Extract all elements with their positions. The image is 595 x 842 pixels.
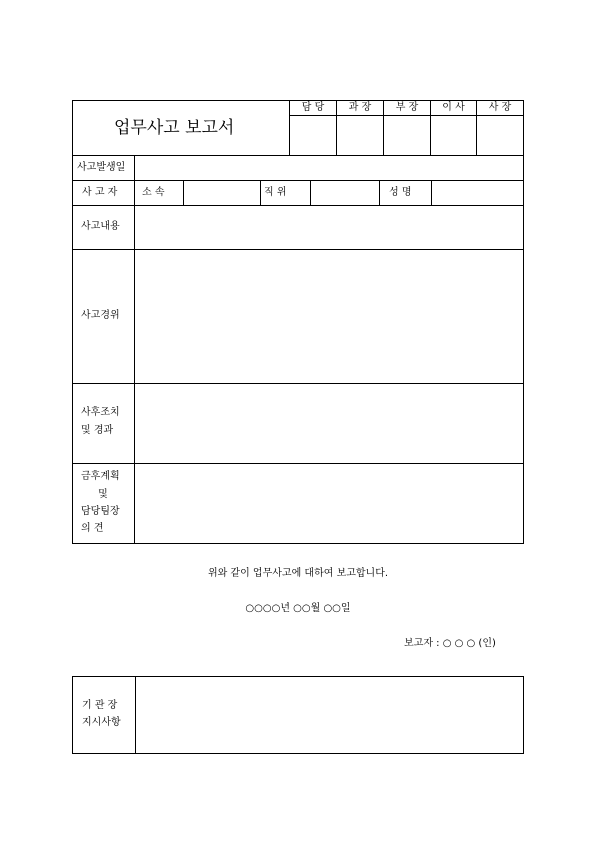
name-label: 성 명 — [389, 187, 412, 198]
approval-label-president: 사 장 — [488, 102, 512, 113]
plan-label-line2: 및 — [98, 489, 108, 500]
director-label-line1: 기 관 장 — [82, 700, 118, 711]
approval-sign-dept-head[interactable] — [384, 116, 430, 156]
content-field[interactable] — [135, 206, 523, 249]
approval-label-director: 이 사 — [442, 102, 465, 113]
director-label-line2: 지시사항 — [82, 717, 121, 728]
measures-field[interactable] — [135, 384, 523, 463]
approval-label-staff: 담 당 — [301, 102, 325, 113]
measures-label-line2: 및 경과 — [81, 425, 114, 436]
measures-label-line1: 사후조치 — [81, 407, 120, 418]
occurrence-date-field[interactable] — [135, 156, 523, 180]
accident-person-label: 사 고 자 — [82, 187, 118, 198]
approval-sign-director[interactable] — [431, 116, 476, 156]
approval-label-dept-head: 부 장 — [395, 102, 419, 113]
plan-field[interactable] — [135, 464, 523, 543]
plan-label-line1: 금후계획 — [81, 471, 120, 482]
approval-label-section-chief: 과 장 — [348, 102, 372, 113]
occurrence-date-label: 사고발생일 — [77, 162, 126, 173]
report-date: ○○○○년 ○○월 ○○일 — [245, 603, 351, 614]
department-label: 소 속 — [142, 187, 165, 198]
name-field[interactable] — [432, 181, 523, 205]
position-label: 직 위 — [264, 187, 287, 198]
position-field[interactable] — [311, 181, 379, 205]
director-instructions-field[interactable] — [136, 677, 523, 753]
department-field[interactable] — [184, 181, 260, 205]
plan-label-line3: 담당팀장 — [81, 506, 120, 517]
history-label: 사고경위 — [81, 310, 120, 321]
approval-sign-section-chief[interactable] — [337, 116, 383, 156]
approval-sign-staff[interactable] — [290, 116, 336, 156]
content-label: 사고내용 — [81, 221, 120, 232]
history-field[interactable] — [135, 250, 523, 383]
report-statement: 위와 같이 업무사고에 대하여 보고합니다. — [207, 568, 389, 579]
report-title: 업무사고 보고서 — [114, 118, 235, 138]
report-table — [72, 100, 524, 544]
reporter-signature-line: 보고자 : ○ ○ ○ (인) — [404, 638, 496, 649]
director-table — [72, 676, 524, 754]
plan-label-line4: 의 견 — [81, 523, 104, 534]
approval-sign-president[interactable] — [477, 116, 523, 156]
